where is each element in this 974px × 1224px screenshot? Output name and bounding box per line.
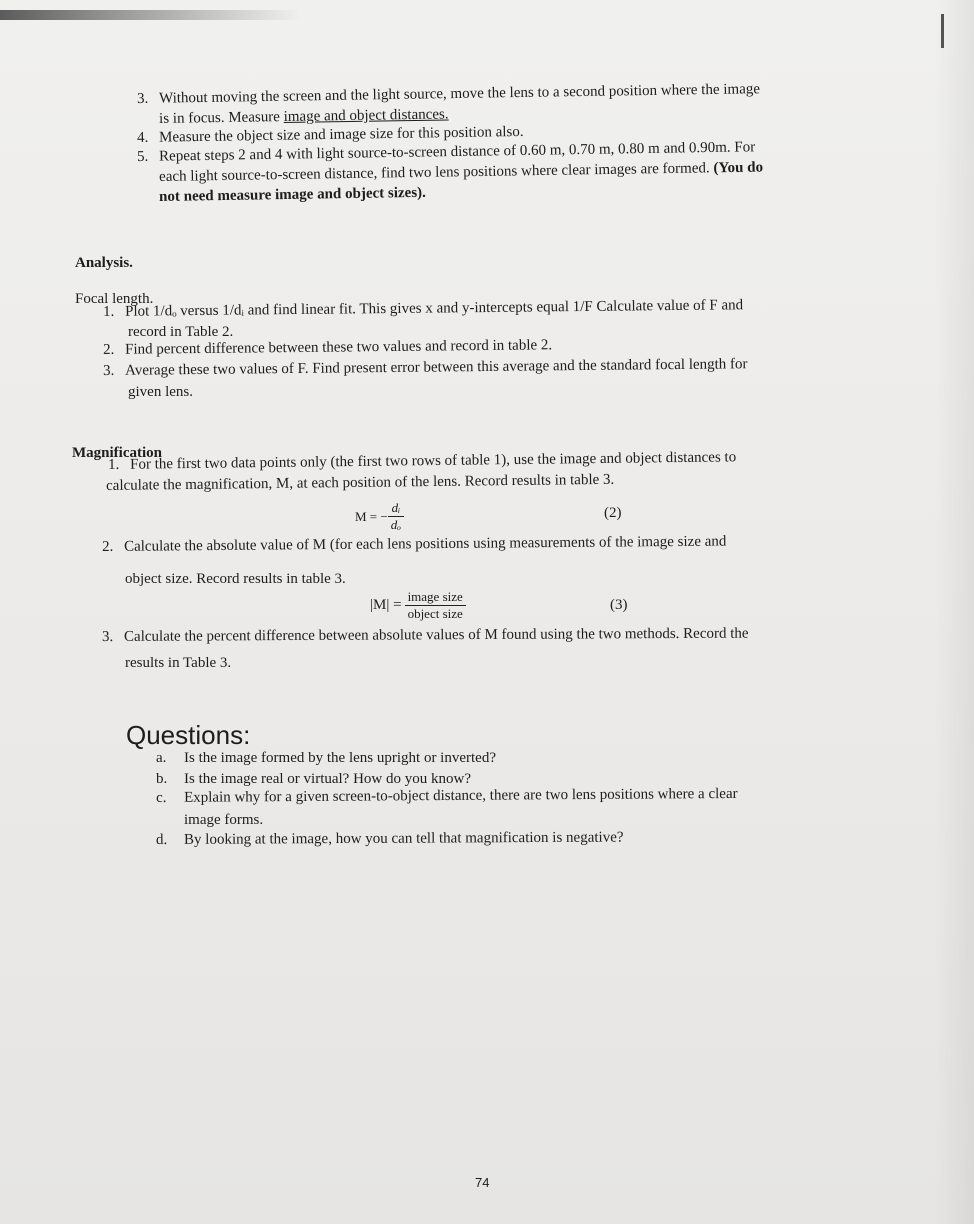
focal-item-1-line2: record in Table 2. [128,324,234,340]
focal-item-2 [103,338,552,358]
procedure-item-text: Without moving the screen and the light source, move the lens to a second position where the image [158,81,761,107]
page-shadow [934,0,974,1224]
equation-3-lhs: |M| = [370,597,402,613]
question-a [156,751,496,766]
question-text: Explain why for a given screen-to-object distance, there are two lens positions where a clear [183,785,738,806]
magnification-item-number: 3. [101,628,114,645]
procedure-item-number: 3. [136,90,149,107]
focal-item-3-line2: given lens. [128,384,193,400]
question-c-line2: image forms. [184,812,264,828]
question-text: Is the image real or virtual? How do you know? [184,771,471,787]
magnification-heading: Magnification [72,445,162,461]
magnification-item-text: For the first two data points only (the first two rows of table 1), use the image and object distances to [129,449,737,473]
procedure-bold-note: (You do [713,159,764,177]
magnification-item-2-line2: object size. Record results in table 3. [125,571,346,587]
procedure-item-text: Measure the object size and image size for this position also. [158,123,524,146]
focal-item-number: 3. [102,362,115,379]
procedure-item-5-line2 [159,161,763,185]
page-top-edge [0,10,300,20]
magnification-item-1 [108,450,736,473]
magnification-item-3-line2: results in Table 3. [125,655,232,671]
page-number: 74 [475,1175,490,1190]
magnification-item-number: 1. [107,456,120,473]
focal-length-heading: Focal length. [75,291,154,307]
equation-3-numerator: image size [405,589,466,606]
equation-2-numerator: dᵢ [388,500,404,517]
procedure-item-number: 4. [136,129,149,146]
question-letter: b. [156,771,168,787]
procedure-item-text: each light source-to-screen distance, find two lens positions where clear images are formed. [158,160,714,185]
magnification-item-text: Calculate the percent difference between absolute values of M found using the two methods. Record the [123,625,749,645]
procedure-item-text: is in focus. Measure [158,109,284,127]
focal-item-text: Find percent difference between these two values and record in table 2. [124,337,553,358]
procedure-item-text: Repeat steps 2 and 4 with light source-to-screen distance of 0.60 m, 0.70 m, 0.80 m and 0.90m. For [158,139,756,165]
question-c [156,787,738,806]
focal-item-3 [103,357,748,379]
equation-3-fraction [405,589,466,622]
questions-title: Questions: [126,720,251,750]
underlined-phrase: image and object distances. [283,106,449,126]
focal-item-number: 2. [102,341,115,358]
question-letter: c. [155,789,167,806]
procedure-item-3-line2 [159,107,449,127]
focal-item-1 [103,298,743,320]
procedure-item-3 [137,82,760,107]
question-b [156,772,471,787]
procedure-item-number: 5. [136,148,149,165]
analysis-heading: Analysis. [75,255,133,271]
question-text: Is the image formed by the lens upright or inverted? [184,750,496,766]
question-d [156,831,624,848]
magnification-item-2 [102,535,726,555]
procedure-item-5-line3: not need measure image and object sizes). [158,184,426,205]
focal-item-number: 1. [102,303,115,320]
focal-item-text: Average these two values of F. Find present error between this average and the standard focal length for [124,356,748,379]
equation-3-denominator: object size [407,606,463,621]
equation-2-lhs: M = − [355,508,388,524]
equation-2-label: (2) [604,505,622,521]
equation-2-denominator: dₒ [390,517,401,532]
magnification-item-3 [102,627,749,645]
equation-2 [355,500,404,533]
equation-3 [370,589,466,622]
question-text: By looking at the image, how you can tell that magnification is negative? [183,829,624,848]
question-letter: a. [156,750,167,766]
magnification-item-text: Calculate the absolute value of M (for each lens positions using measurements of the image size and [123,533,727,555]
magnification-item-number: 2. [101,538,114,555]
equation-3-label: (3) [610,597,628,613]
focal-item-text: Plot 1/dₒ versus 1/dᵢ and find linear fit. This gives x and y-intercepts equal 1/F Calculate value of F and [124,297,744,320]
question-letter: d. [155,831,168,848]
equation-2-fraction [388,500,404,533]
magnification-item-1-line2: calculate the magnification, M, at each position of the lens. Record results in table 3. [105,471,615,494]
